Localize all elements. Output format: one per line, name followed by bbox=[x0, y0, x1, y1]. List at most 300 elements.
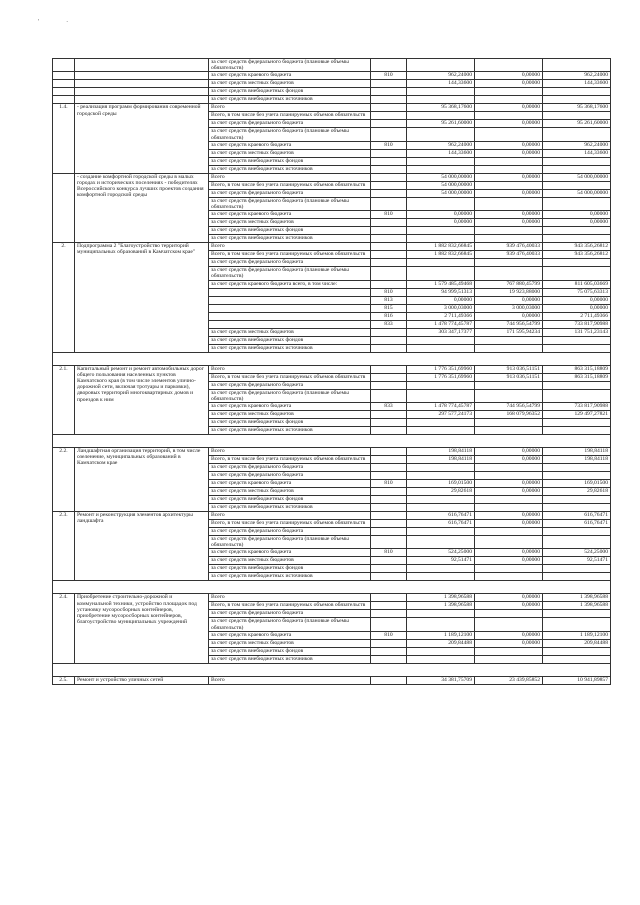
budget-code-cell bbox=[371, 104, 407, 112]
program-name-cell bbox=[75, 88, 209, 96]
spacer-row bbox=[53, 435, 611, 448]
amount-cell-2: 0,00000 bbox=[475, 312, 543, 320]
amount-cell-3 bbox=[543, 165, 611, 173]
total-amount-cell bbox=[407, 496, 475, 504]
budget-code-cell: 815 bbox=[371, 304, 407, 312]
total-amount-cell: 1 579 485,49468 bbox=[407, 280, 475, 288]
table-row bbox=[53, 59, 611, 72]
amount-cell-2 bbox=[475, 389, 543, 402]
amount-cell-2 bbox=[475, 536, 543, 549]
funding-source-cell: за счет средств краевого бюджета bbox=[209, 211, 371, 219]
budget-code-cell bbox=[371, 112, 407, 120]
amount-cell-2: 767 880,45799 bbox=[475, 280, 543, 288]
total-amount-cell: 54 000,00000 bbox=[407, 181, 475, 189]
budget-code-cell bbox=[371, 594, 407, 602]
amount-cell-3 bbox=[543, 267, 611, 280]
budget-code-cell bbox=[371, 504, 407, 512]
amount-cell-2 bbox=[475, 504, 543, 512]
funding-source-cell: за счет средств местных бюджетов bbox=[209, 411, 371, 419]
budget-code-cell: 810 bbox=[371, 549, 407, 557]
funding-source-cell: за счет средств федерального бюджета bbox=[209, 259, 371, 267]
amount-cell-2 bbox=[475, 96, 543, 104]
total-amount-cell: 1 398,96588 bbox=[407, 594, 475, 602]
amount-cell-3: 962,24000 bbox=[543, 141, 611, 149]
funding-source-cell: за счет средств внебюджетных источников bbox=[209, 573, 371, 581]
funding-source-cell: за счет средств федерального бюджета bbox=[209, 381, 371, 389]
funding-source-cell: за счет средств федерального бюджета bbox=[209, 464, 371, 472]
total-amount-cell: 198,84118 bbox=[407, 448, 475, 456]
program-name-cell: Подпрограмма 2 "Благоустройство территорий муниципальных образований в Камчатском крае" bbox=[75, 243, 209, 352]
amount-cell-3: 2 711,49366 bbox=[543, 312, 611, 320]
total-amount-cell bbox=[407, 536, 475, 549]
program-name-cell: Капитальный ремонт и ремонт автомобильных дорог общего пользования населенных пунктов Камчатского края (в том числе элементов улично-дорожной сети, включая тротуары и парковки), дворовых территорий многоквартирных домов и проездов к ним bbox=[75, 365, 209, 434]
budget-code-cell bbox=[371, 565, 407, 573]
funding-source-cell: за счет средств федерального бюджета (плановые объемы обязательств) bbox=[209, 128, 371, 141]
budget-code-cell bbox=[371, 59, 407, 72]
total-amount-cell bbox=[407, 112, 475, 120]
total-amount-cell: 1 478 774,45787 bbox=[407, 320, 475, 328]
funding-source-cell: Всего bbox=[209, 365, 371, 373]
funding-source-cell: за счет средств краевого бюджета bbox=[209, 480, 371, 488]
budget-code-cell bbox=[371, 365, 407, 373]
table-row bbox=[53, 448, 611, 456]
amount-cell-2 bbox=[475, 181, 543, 189]
amount-cell-2 bbox=[475, 59, 543, 72]
budget-code-cell bbox=[371, 512, 407, 520]
budget-code-cell bbox=[371, 280, 407, 288]
amount-cell-3 bbox=[543, 389, 611, 402]
funding-source-cell: за счет средств внебюджетных фондов bbox=[209, 496, 371, 504]
spacer-row bbox=[53, 581, 611, 594]
total-amount-cell bbox=[407, 464, 475, 472]
funding-source-cell: за счет средств внебюджетных источников bbox=[209, 235, 371, 243]
item-number-cell bbox=[53, 96, 75, 104]
amount-cell-3: 616,76471 bbox=[543, 520, 611, 528]
amount-cell-2 bbox=[475, 573, 543, 581]
funding-source-cell: за счет средств краевого бюджета всего, в том числе: bbox=[209, 280, 371, 288]
funding-source-cell: Всего bbox=[209, 594, 371, 602]
amount-cell-2 bbox=[475, 235, 543, 243]
table-row bbox=[53, 676, 611, 684]
total-amount-cell: 95 261,60000 bbox=[407, 120, 475, 128]
funding-source-cell: за счет средств внебюджетных фондов bbox=[209, 565, 371, 573]
amount-cell-3 bbox=[543, 88, 611, 96]
funding-source-cell: за счет средств федерального бюджета (плановые объемы обязательств) bbox=[209, 59, 371, 72]
amount-cell-3: 131 751,23143 bbox=[543, 328, 611, 336]
table-row bbox=[53, 96, 611, 104]
amount-cell-2 bbox=[475, 655, 543, 663]
budget-code-cell bbox=[371, 344, 407, 352]
amount-cell-3 bbox=[543, 528, 611, 536]
table-row bbox=[53, 512, 611, 520]
item-number-cell bbox=[53, 173, 75, 242]
amount-cell-2: 23 439,85852 bbox=[475, 676, 543, 684]
budget-code-cell: 810 bbox=[371, 288, 407, 296]
program-name-cell bbox=[75, 96, 209, 104]
total-amount-cell: 92,51471 bbox=[407, 557, 475, 565]
funding-source-cell: за счет средств федерального бюджета (плановые объемы обязательств) bbox=[209, 197, 371, 210]
amount-cell-2 bbox=[475, 381, 543, 389]
total-amount-cell bbox=[407, 344, 475, 352]
budget-table bbox=[52, 58, 611, 685]
budget-code-cell bbox=[371, 411, 407, 419]
funding-source-cell: Всего bbox=[209, 173, 371, 181]
amount-cell-2: 0,00000 bbox=[475, 173, 543, 181]
funding-source-cell: за счет средств федерального бюджета bbox=[209, 528, 371, 536]
funding-source-cell: Всего bbox=[209, 104, 371, 112]
funding-source-cell: за счет средств краевого бюджета bbox=[209, 631, 371, 639]
budget-code-cell bbox=[371, 328, 407, 336]
budget-code-cell bbox=[371, 639, 407, 647]
total-amount-cell: 144,33600 bbox=[407, 149, 475, 157]
item-number-cell bbox=[53, 80, 75, 88]
budget-code-cell bbox=[371, 448, 407, 456]
amount-cell-2: 0,00000 bbox=[475, 80, 543, 88]
funding-source-cell: за счет средств внебюджетных источников bbox=[209, 427, 371, 435]
budget-code-cell bbox=[371, 427, 407, 435]
budget-code-cell: 813 bbox=[371, 296, 407, 304]
total-amount-cell: 95 368,17600 bbox=[407, 104, 475, 112]
amount-cell-3: 733 817,90988 bbox=[543, 320, 611, 328]
table-row bbox=[53, 88, 611, 96]
amount-cell-3: 209,84488 bbox=[543, 639, 611, 647]
budget-code-cell: 810 bbox=[371, 480, 407, 488]
amount-cell-3: 0,00000 bbox=[543, 304, 611, 312]
amount-cell-3: 75 075,63313 bbox=[543, 288, 611, 296]
amount-cell-3 bbox=[543, 464, 611, 472]
total-amount-cell bbox=[407, 96, 475, 104]
budget-code-cell bbox=[371, 197, 407, 210]
amount-cell-2: 0,00000 bbox=[475, 631, 543, 639]
program-name-cell: Ландшафтная организация территорий, в том числе озеленение, муниципальных образований в Камчатском крае bbox=[75, 448, 209, 512]
amount-cell-3: 144,33600 bbox=[543, 80, 611, 88]
amount-cell-2 bbox=[475, 647, 543, 655]
amount-cell-2 bbox=[475, 88, 543, 96]
amount-cell-3 bbox=[543, 59, 611, 72]
budget-code-cell bbox=[371, 120, 407, 128]
total-amount-cell bbox=[407, 165, 475, 173]
total-amount-cell: 962,24000 bbox=[407, 141, 475, 149]
budget-code-cell bbox=[371, 557, 407, 565]
total-amount-cell bbox=[407, 128, 475, 141]
total-amount-cell bbox=[407, 504, 475, 512]
funding-source-cell: за счет средств внебюджетных фондов bbox=[209, 647, 371, 655]
budget-code-cell bbox=[371, 336, 407, 344]
total-amount-cell bbox=[407, 528, 475, 536]
amount-cell-2: 0,00000 bbox=[475, 104, 543, 112]
funding-source-cell: Всего bbox=[209, 448, 371, 456]
amount-cell-3 bbox=[543, 573, 611, 581]
total-amount-cell: 0,00000 bbox=[407, 211, 475, 219]
item-number-cell bbox=[53, 72, 75, 80]
funding-source-cell: за счет средств внебюджетных источников bbox=[209, 504, 371, 512]
funding-source-cell bbox=[209, 288, 371, 296]
amount-cell-3: 144,33600 bbox=[543, 149, 611, 157]
budget-code-cell bbox=[371, 267, 407, 280]
total-amount-cell: 1 776 351,69960 bbox=[407, 373, 475, 381]
amount-cell-2: 0,00000 bbox=[475, 211, 543, 219]
funding-source-cell: за счет средств краевого бюджета bbox=[209, 141, 371, 149]
budget-code-cell bbox=[371, 496, 407, 504]
program-name-cell: - реализация программ формирования современной городской среды bbox=[75, 104, 209, 173]
amount-cell-2: 0,00000 bbox=[475, 189, 543, 197]
total-amount-cell: 1 398,96588 bbox=[407, 602, 475, 610]
amount-cell-2: 0,00000 bbox=[475, 512, 543, 520]
amount-cell-3: 811 605,03669 bbox=[543, 280, 611, 288]
total-amount-cell bbox=[407, 472, 475, 480]
amount-cell-3 bbox=[543, 536, 611, 549]
total-amount-cell: 0,00000 bbox=[407, 219, 475, 227]
total-amount-cell bbox=[407, 610, 475, 618]
corner-mark-right: · bbox=[66, 18, 69, 26]
funding-source-cell: за счет средств внебюджетных источников bbox=[209, 96, 371, 104]
budget-code-cell bbox=[371, 80, 407, 88]
funding-source-cell: за счет средств внебюджетных фондов bbox=[209, 336, 371, 344]
item-number-cell bbox=[53, 59, 75, 72]
budget-code-cell bbox=[371, 456, 407, 464]
amount-cell-3 bbox=[543, 472, 611, 480]
amount-cell-2: 0,00000 bbox=[475, 456, 543, 464]
amount-cell-2: 0,00000 bbox=[475, 549, 543, 557]
amount-cell-2 bbox=[475, 227, 543, 235]
amount-cell-2: 744 956,54799 bbox=[475, 320, 543, 328]
funding-source-cell: за счет средств местных бюджетов bbox=[209, 328, 371, 336]
amount-cell-2: 0,00000 bbox=[475, 594, 543, 602]
amount-cell-2 bbox=[475, 618, 543, 631]
spacer-cell bbox=[53, 435, 611, 448]
total-amount-cell: 144,33600 bbox=[407, 80, 475, 88]
budget-code-cell: 816 bbox=[371, 312, 407, 320]
amount-cell-3: 863 315,18809 bbox=[543, 365, 611, 373]
total-amount-cell: 962,24000 bbox=[407, 72, 475, 80]
amount-cell-2 bbox=[475, 267, 543, 280]
amount-cell-2 bbox=[475, 165, 543, 173]
amount-cell-2: 0,00000 bbox=[475, 296, 543, 304]
funding-source-cell: за счет средств внебюджетных фондов bbox=[209, 88, 371, 96]
total-amount-cell: 94 999,51313 bbox=[407, 288, 475, 296]
budget-code-cell bbox=[371, 464, 407, 472]
funding-source-cell: за счет средств местных бюджетов bbox=[209, 149, 371, 157]
amount-cell-3: 943 356,26812 bbox=[543, 251, 611, 259]
amount-cell-2: 0,00000 bbox=[475, 520, 543, 528]
program-name-cell: Приобретение строительно-дорожной и коммунальной техники, устройство площадок под установку мусоросборных контейнеров, приобретение мусоросборных контейнеров, благоустройство муниципальных учреждений bbox=[75, 594, 209, 663]
amount-cell-3: 10 941,89857 bbox=[543, 676, 611, 684]
amount-cell-2: 913 036,51151 bbox=[475, 373, 543, 381]
budget-code-cell bbox=[371, 243, 407, 251]
total-amount-cell bbox=[407, 197, 475, 210]
budget-code-cell: 810 bbox=[371, 631, 407, 639]
total-amount-cell bbox=[407, 235, 475, 243]
amount-cell-3: 95 368,17600 bbox=[543, 104, 611, 112]
budget-code-cell bbox=[371, 602, 407, 610]
budget-code-cell: 810 bbox=[371, 211, 407, 219]
amount-cell-2: 0,00000 bbox=[475, 141, 543, 149]
amount-cell-3 bbox=[543, 336, 611, 344]
total-amount-cell bbox=[407, 259, 475, 267]
total-amount-cell: 29,82618 bbox=[407, 488, 475, 496]
amount-cell-3 bbox=[543, 259, 611, 267]
amount-cell-3: 733 817,90988 bbox=[543, 403, 611, 411]
budget-code-cell: 810 bbox=[371, 141, 407, 149]
table-row bbox=[53, 243, 611, 251]
amount-cell-2 bbox=[475, 112, 543, 120]
total-amount-cell: 54 000,00000 bbox=[407, 189, 475, 197]
total-amount-cell: 1 776 351,69960 bbox=[407, 365, 475, 373]
budget-code-cell bbox=[371, 528, 407, 536]
budget-code-cell bbox=[371, 610, 407, 618]
total-amount-cell bbox=[407, 227, 475, 235]
amount-cell-3 bbox=[543, 344, 611, 352]
funding-source-cell: за счет средств местных бюджетов bbox=[209, 80, 371, 88]
spacer-cell bbox=[53, 581, 611, 594]
total-amount-cell: 2 711,49366 bbox=[407, 312, 475, 320]
total-amount-cell bbox=[407, 647, 475, 655]
amount-cell-3: 0,00000 bbox=[543, 296, 611, 304]
amount-cell-3: 863 315,18809 bbox=[543, 373, 611, 381]
amount-cell-3 bbox=[543, 235, 611, 243]
total-amount-cell bbox=[407, 336, 475, 344]
amount-cell-2: 0,00000 bbox=[475, 219, 543, 227]
amount-cell-2: 0,00000 bbox=[475, 488, 543, 496]
total-amount-cell bbox=[407, 381, 475, 389]
amount-cell-3: 92,51471 bbox=[543, 557, 611, 565]
budget-code-cell bbox=[371, 536, 407, 549]
budget-code-cell bbox=[371, 259, 407, 267]
budget-code-cell: 810 bbox=[371, 72, 407, 80]
amount-cell-3: 169,01500 bbox=[543, 480, 611, 488]
amount-cell-2 bbox=[475, 528, 543, 536]
budget-code-cell bbox=[371, 488, 407, 496]
budget-code-cell bbox=[371, 88, 407, 96]
item-number-cell: 1.4. bbox=[53, 104, 75, 173]
funding-source-cell: Всего, в том числе без учета планируемых объемов обязательств bbox=[209, 181, 371, 189]
total-amount-cell: 1 189,12100 bbox=[407, 631, 475, 639]
table-row bbox=[53, 365, 611, 373]
amount-cell-3: 1 398,96588 bbox=[543, 602, 611, 610]
funding-source-cell bbox=[209, 320, 371, 328]
budget-table-page bbox=[52, 58, 610, 685]
total-amount-cell bbox=[407, 267, 475, 280]
amount-cell-3 bbox=[543, 157, 611, 165]
funding-source-cell bbox=[209, 304, 371, 312]
funding-source-cell: за счет средств внебюджетных источников bbox=[209, 655, 371, 663]
funding-source-cell: за счет средств федерального бюджета (плановые объемы обязательств) bbox=[209, 536, 371, 549]
amount-cell-2: 19 923,88000 bbox=[475, 288, 543, 296]
amount-cell-2 bbox=[475, 472, 543, 480]
program-name-cell: Ремонт и реконструкция элементов архитектуры ландшафта bbox=[75, 512, 209, 581]
total-amount-cell: 1 882 832,66845 bbox=[407, 251, 475, 259]
amount-cell-3 bbox=[543, 128, 611, 141]
funding-source-cell: Всего, в том числе без учета планируемых объемов обязательств bbox=[209, 373, 371, 381]
amount-cell-2 bbox=[475, 419, 543, 427]
amount-cell-2: 171 595,94234 bbox=[475, 328, 543, 336]
funding-source-cell: за счет средств краевого бюджета bbox=[209, 72, 371, 80]
funding-source-cell: за счет средств федерального бюджета bbox=[209, 472, 371, 480]
amount-cell-2 bbox=[475, 128, 543, 141]
budget-code-cell bbox=[371, 227, 407, 235]
amount-cell-3 bbox=[543, 565, 611, 573]
total-amount-cell: 303 347,17377 bbox=[407, 328, 475, 336]
funding-source-cell: за счет средств местных бюджетов bbox=[209, 557, 371, 565]
total-amount-cell: 169,01500 bbox=[407, 480, 475, 488]
item-number-cell: 2.1. bbox=[53, 365, 75, 434]
total-amount-cell bbox=[407, 88, 475, 96]
table-row bbox=[53, 594, 611, 602]
budget-code-cell bbox=[371, 173, 407, 181]
amount-cell-2: 939 476,40033 bbox=[475, 243, 543, 251]
amount-cell-3: 54 000,00000 bbox=[543, 173, 611, 181]
amount-cell-3: 524,25000 bbox=[543, 549, 611, 557]
total-amount-cell bbox=[407, 389, 475, 402]
funding-source-cell: за счет средств внебюджетных фондов bbox=[209, 157, 371, 165]
funding-source-cell: Всего bbox=[209, 676, 371, 684]
amount-cell-2: 0,00000 bbox=[475, 120, 543, 128]
funding-source-cell: за счет средств федерального бюджета (плановые объемы обязательств) bbox=[209, 267, 371, 280]
budget-code-cell bbox=[371, 219, 407, 227]
amount-cell-2: 0,00000 bbox=[475, 149, 543, 157]
funding-source-cell bbox=[209, 312, 371, 320]
amount-cell-2 bbox=[475, 610, 543, 618]
budget-code-cell bbox=[371, 419, 407, 427]
table-row bbox=[53, 173, 611, 181]
amount-cell-2: 0,00000 bbox=[475, 639, 543, 647]
amount-cell-3: 198,84118 bbox=[543, 456, 611, 464]
amount-cell-3 bbox=[543, 655, 611, 663]
funding-source-cell: за счет средств местных бюджетов bbox=[209, 488, 371, 496]
table-row bbox=[53, 80, 611, 88]
total-amount-cell bbox=[407, 573, 475, 581]
amount-cell-3 bbox=[543, 419, 611, 427]
amount-cell-3: 1 398,96588 bbox=[543, 594, 611, 602]
budget-code-cell bbox=[371, 618, 407, 631]
item-number-cell bbox=[53, 88, 75, 96]
total-amount-cell: 54 000,00000 bbox=[407, 173, 475, 181]
funding-source-cell: за счет средств федерального бюджета bbox=[209, 610, 371, 618]
amount-cell-3 bbox=[543, 381, 611, 389]
total-amount-cell: 209,84488 bbox=[407, 639, 475, 647]
amount-cell-2: 0,00000 bbox=[475, 72, 543, 80]
funding-source-cell bbox=[209, 296, 371, 304]
amount-cell-3: 0,00000 bbox=[543, 219, 611, 227]
total-amount-cell bbox=[407, 59, 475, 72]
total-amount-cell: 34 381,75709 bbox=[407, 676, 475, 684]
amount-cell-3 bbox=[543, 112, 611, 120]
budget-code-cell bbox=[371, 647, 407, 655]
amount-cell-3: 54 000,00000 bbox=[543, 189, 611, 197]
budget-code-cell bbox=[371, 181, 407, 189]
amount-cell-2 bbox=[475, 259, 543, 267]
budget-code-cell: 833 bbox=[371, 403, 407, 411]
budget-code-cell bbox=[371, 573, 407, 581]
program-name-cell bbox=[75, 72, 209, 80]
funding-source-cell: за счет средств краевого бюджета bbox=[209, 549, 371, 557]
amount-cell-3: 129 497,27821 bbox=[543, 411, 611, 419]
amount-cell-3: 95 261,60000 bbox=[543, 120, 611, 128]
total-amount-cell: 198,84118 bbox=[407, 456, 475, 464]
program-name-cell: Ремонт и устройство уличных сетей bbox=[75, 676, 209, 684]
budget-code-cell bbox=[371, 235, 407, 243]
amount-cell-3: 616,76471 bbox=[543, 512, 611, 520]
funding-source-cell: Всего bbox=[209, 243, 371, 251]
budget-code-cell bbox=[371, 165, 407, 173]
funding-source-cell: Всего, в том числе без учета планируемых объемов обязательств bbox=[209, 251, 371, 259]
funding-source-cell: за счет средств федерального бюджета (плановые объемы обязательств) bbox=[209, 389, 371, 402]
amount-cell-3 bbox=[543, 504, 611, 512]
amount-cell-2 bbox=[475, 157, 543, 165]
amount-cell-2: 0,00000 bbox=[475, 448, 543, 456]
amount-cell-3: 943 356,26812 bbox=[543, 243, 611, 251]
amount-cell-2 bbox=[475, 344, 543, 352]
